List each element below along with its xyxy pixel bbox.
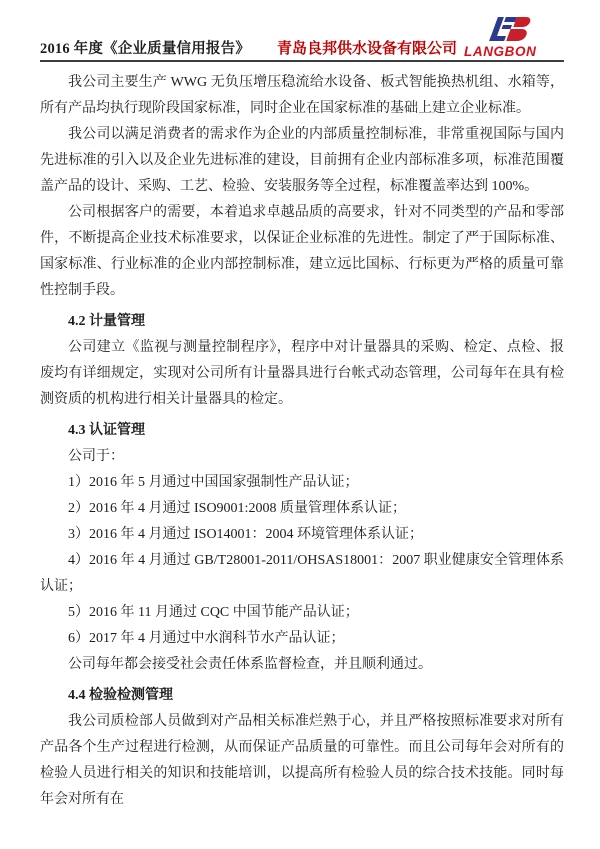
logo-wordmark: LANGBON (464, 44, 537, 59)
company-logo (464, 14, 564, 59)
company-name: 青岛良邦供水设备有限公司 (276, 41, 457, 57)
heading-certification-management: 4.3 认证管理 (68, 423, 145, 438)
certification-item-4: 4）2016 年 4 月通过 GB/T28001-2011/OHSAS18001：2007 职业健康安全管理体系认证； (40, 553, 564, 594)
paragraph-customer-demand: 公司根据客户的需要，本着追求卓越品质的高要求，针对不同类型的产品和零部件，不断提高企业技术标准要求，以保证企业标准的先进性。制定了严于国际标准、国家标准、行业标准的企业内部控制标准，建立远比国标、行标更为严格的质量可靠性控制手段。 (40, 205, 564, 298)
report-body (40, 70, 564, 813)
paragraph-metrology: 公司建立《监视与测量控制程序》，程序中对计量器具的采购、检定、点检、报废均有详细规定，实现对公司所有计量器具进行台帐式动态管理，公司每年在具有检测资质的机构进行相关计量器具的检定。 (40, 340, 564, 407)
langbon-logo-icon (478, 14, 536, 44)
paragraph-inspection: 我公司质检部人员做到对产品相关标准烂熟于心，并且严格按照标准要求对所有产品各个生产过程进行检测，从而保证产品质量的可靠性。而且公司每年会对所有的检验人员进行相关的知识和技能培训，以提高所有检验人员的综合技术技能。同时每年会对所有在 (40, 714, 564, 807)
heading-metrology-management: 4.2 计量管理 (68, 314, 145, 329)
paragraph-internal-standards: 我公司以满足消费者的需求作为企业的内部质量控制标准，非常重视国际与国内先进标准的引入以及企业先进标准的建设，目前拥有企业内部标准多项，标准范围覆盖产品的设计、采购、工艺、检验、安装服务等全过程，标准覆盖率达到 100%。 (40, 127, 564, 194)
heading-inspection-management: 4.4 检验检测管理 (68, 688, 173, 703)
page-header (40, 0, 564, 62)
certification-item-1: 1）2016 年 5 月通过中国国家强制性产品认证； (68, 475, 359, 490)
certification-item-5: 5）2016 年 11 月通过 CQC 中国节能产品认证； (68, 605, 359, 620)
certification-intro: 公司于： (68, 449, 124, 464)
header-right (277, 14, 564, 59)
certification-item-3: 3）2016 年 4 月通过 ISO14001：2004 环境管理体系认证； (68, 527, 424, 542)
paragraph-products-standards: 我公司主要生产 WWG 无负压增压稳流给水设备、板式智能换热机组、水箱等，所有产品均执行现阶段国家标准，同时企业在国家标准的基础上建立企业标准。 (40, 75, 564, 116)
certification-item-6: 6）2017 年 4 月通过中水润科节水产品认证； (68, 631, 345, 646)
certification-item-2: 2）2016 年 4 月通过 ISO9001:2008 质量管理体系认证； (68, 501, 406, 516)
report-title: 2016 年度《企业质量信用报告》 (40, 41, 251, 57)
certification-outro: 公司每年都会接受社会责任体系监督检查，并且顺利通过。 (68, 657, 432, 672)
